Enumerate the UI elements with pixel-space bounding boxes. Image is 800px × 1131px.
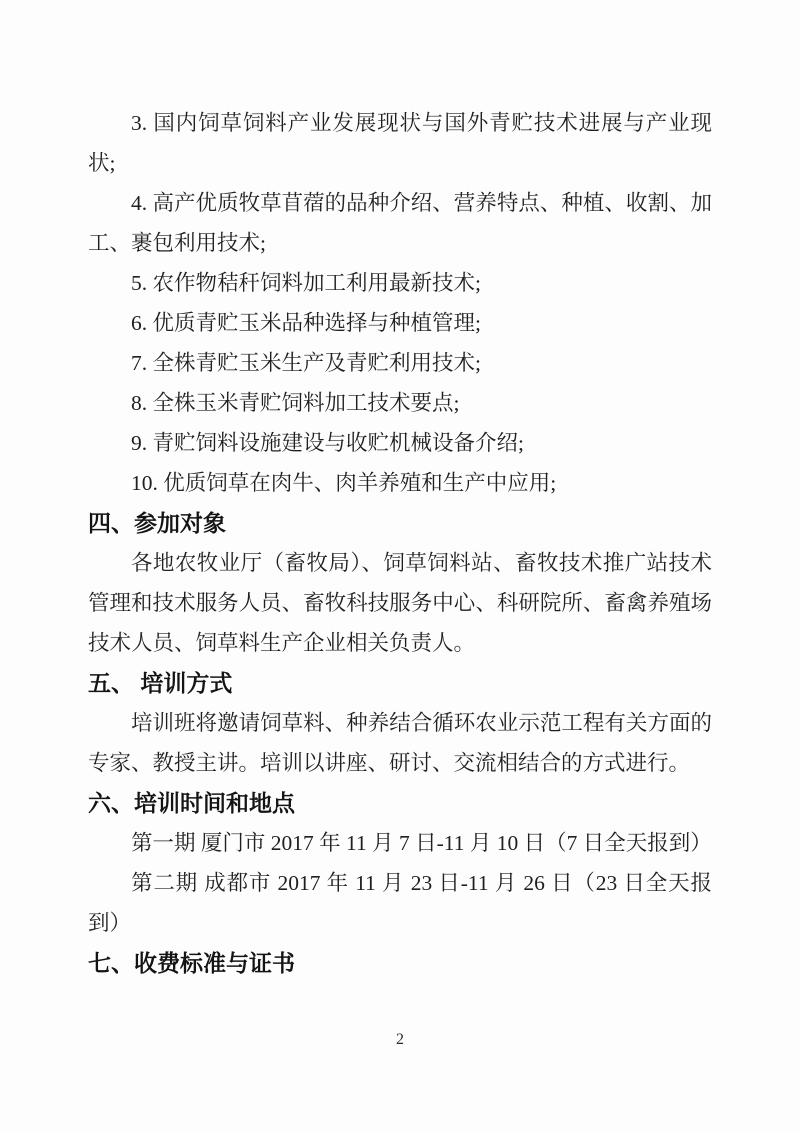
schedule-session-1: 第一期 厦门市 2017 年 11 月 7 日-11 月 10 日（7 日全天报到） [131, 831, 712, 855]
document-body [88, 103, 712, 983]
section-heading-schedule: 六、培训时间和地点 [88, 790, 295, 816]
page-number: 2 [396, 1031, 404, 1048]
section-heading-fees: 七、收费标准与证书 [88, 950, 295, 976]
curriculum-item-4: 4. 高产优质牧草苜蓿的品种介绍、营养特点、种植、收割、加工、裹包利用技术; [88, 191, 712, 255]
curriculum-item-3: 3. 国内饲草饲料产业发展现状与国外青贮技术进展与产业现状; [88, 111, 712, 175]
curriculum-item-10: 10. 优质饲草在肉牛、肉羊养殖和生产中应用; [131, 471, 557, 495]
section-heading-participants: 四、参加对象 [88, 510, 226, 536]
curriculum-item-7: 7. 全株青贮玉米生产及青贮利用技术; [131, 351, 481, 375]
section-body-method: 培训班将邀请饲草料、种养结合循环农业示范工程有关方面的专家、教授主讲。培训以讲座、研讨、交流相结合的方式进行。 [88, 711, 712, 775]
section-body-participants: 各地农牧业厅（畜牧局）、饲草饲料站、畜牧技术推广站技术管理和技术服务人员、畜牧科技服务中心、科研院所、畜禽养殖场技术人员、饲草料生产企业相关负责人。 [88, 551, 712, 655]
schedule-session-2: 第二期 成都市 2017 年 11 月 23 日-11 月 26 日（23 日全天报到） [88, 871, 712, 935]
curriculum-item-5: 5. 农作物秸秆饲料加工利用最新技术; [131, 271, 481, 295]
curriculum-item-9: 9. 青贮饲料设施建设与收贮机械设备介绍; [131, 431, 524, 455]
curriculum-item-8: 8. 全株玉米青贮饲料加工技术要点; [131, 391, 460, 415]
section-heading-method: 五、 培训方式 [88, 670, 233, 696]
curriculum-item-6: 6. 优质青贮玉米品种选择与种植管理; [131, 311, 481, 335]
